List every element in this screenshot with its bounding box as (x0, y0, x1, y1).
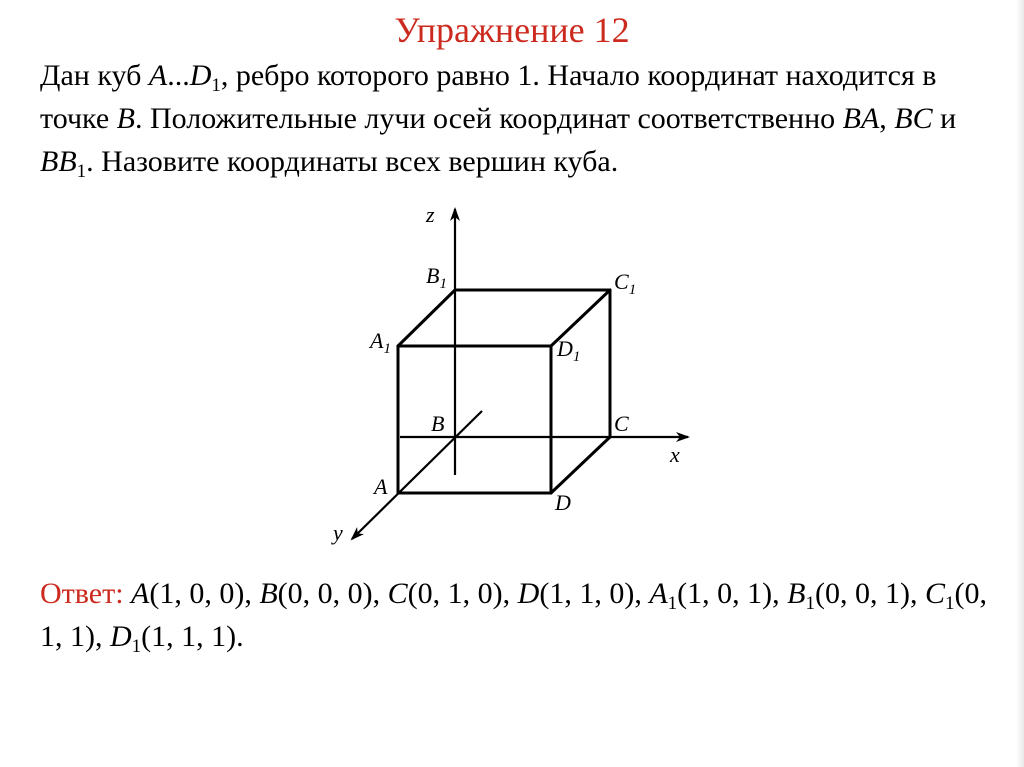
vertex-coords: (1, 1, 0) (539, 577, 635, 610)
vertex-coords: (0, 1, 1) (40, 577, 987, 653)
origin-point: B (116, 102, 135, 135)
vertex-coords: (1, 0, 1) (677, 577, 773, 610)
cube-name-a: A (148, 59, 168, 92)
problem-part: . Положительные лучи осей координат соответственно (135, 102, 843, 135)
axis-y (352, 411, 482, 539)
cube-name-d: D (189, 59, 212, 92)
vertex-separator: , (772, 577, 788, 610)
vertex-name: C (924, 577, 945, 610)
cube-name-sub: 1 (211, 75, 221, 96)
vertex-coords: (0, 1, 0) (407, 577, 503, 610)
vertex-name: D (110, 620, 132, 653)
vertex-separator: , (502, 577, 518, 610)
label-b1: $B_1$ (426, 263, 447, 292)
label-x: x (670, 442, 680, 467)
vertex-name: C (387, 577, 408, 610)
vertex-coords: (1, 1, 1) (141, 620, 237, 653)
label-b: B (431, 411, 445, 436)
ray-bb1: BB (40, 145, 77, 178)
edge-c-d (551, 437, 610, 493)
answer-vertex (518, 577, 650, 610)
problem-part: и (932, 102, 957, 135)
problem-part: , ребро которого равно 1. Начало координат находится в точке (40, 59, 937, 135)
label-a1: $A_1$ (370, 328, 391, 357)
label-d: D (555, 490, 571, 515)
label-a: A (374, 474, 388, 499)
vertex-sub: 1 (805, 593, 815, 614)
answer-label: Ответ: (40, 577, 124, 610)
label-c: C (614, 411, 629, 436)
label-d1: $D_1$ (557, 336, 581, 365)
answer-vertex (259, 577, 387, 610)
answer-vertex (131, 577, 259, 610)
vertex-separator: , (95, 620, 110, 653)
page-title: Упражнение 12 (394, 10, 630, 50)
label-z: z (426, 202, 435, 227)
edge-b1-a1 (398, 290, 455, 346)
vertex-sub: 1 (944, 593, 955, 614)
answer-vertex (110, 620, 244, 657)
ray-bb1-sub: 1 (76, 161, 87, 182)
answer-vertex (649, 577, 788, 614)
problem-part: Дан куб (40, 59, 149, 92)
vertex-separator: , (372, 577, 388, 610)
vertex-separator: , (244, 577, 260, 610)
vertex-coords: (0, 0, 0) (277, 577, 373, 610)
vertex-separator: , (909, 577, 925, 610)
vertex-coords: (1, 0, 0) (149, 577, 245, 610)
vertex-name: B (259, 577, 278, 610)
label-y: y (333, 520, 343, 545)
problem-dots: ... (167, 59, 190, 92)
vertex-sub: 1 (131, 636, 142, 657)
vertex-separator: . (236, 620, 244, 653)
vertex-sub: 1 (667, 593, 678, 614)
answer-text (40, 572, 990, 658)
vertex-coords: (0, 0, 1) (814, 577, 910, 610)
answer-vertex (787, 577, 925, 614)
answer-vertex (388, 577, 518, 610)
answer-items (40, 577, 987, 657)
problem-separator: , (879, 102, 895, 135)
vertex-name: D (517, 577, 540, 610)
problem-part: . Назовите координаты всех вершин куба. (86, 145, 619, 178)
vertex-name: A (649, 577, 668, 610)
ray-ba: BA (842, 102, 880, 135)
vertex-separator: , (634, 577, 650, 610)
label-c1: $C_1$ (614, 269, 637, 298)
ray-bc: BC (894, 102, 933, 135)
vertex-name: A (131, 577, 150, 610)
vertex-name: B (787, 577, 806, 610)
